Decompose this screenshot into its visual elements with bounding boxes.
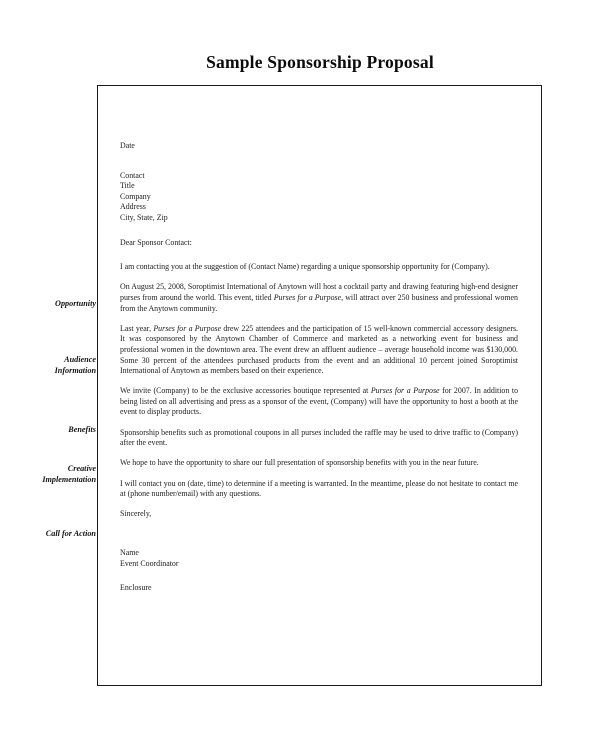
paragraph-opportunity — [120, 282, 518, 314]
recipient-title: Title — [120, 181, 135, 191]
margin-label-creative-line1: Creative — [67, 464, 96, 473]
recipient-city-state-zip: City, State, Zip — [120, 212, 168, 222]
letter-salutation: Dear Sponsor Contact: — [120, 237, 192, 247]
margin-label-creative-line2: Implementation — [42, 474, 96, 484]
letter-closing: Sincerely, — [120, 509, 152, 519]
audience-text-part2: drew 225 attendees and the participation of 15 well-known commercial accessory designers. It was cosponsored by the Anytown Chamber of Commerce and marketed as a networking event for business and professional women in the downtown area. The event drew an affluent audience – average household income was $130,000. Some 30 percent of the attendees purchased products from the event and an additional 10 percent joined Soroptimist International of Anytown as members based on their experience. — [120, 323, 518, 376]
opportunity-text-part2: , will attract over 250 business and professional women from the Anytown community. — [120, 292, 518, 313]
benefits-text-part1: We invite (Company) to be the exclusive accessories boutique represented at — [120, 386, 371, 396]
spacer-after-date — [120, 152, 518, 171]
paragraph-intro: I am contacting you at the suggestion of (Contact Name) regarding a unique sponsorship opportunity for (Company). — [120, 262, 490, 272]
signature-role: Event Coordinator — [120, 558, 179, 568]
letter-enclosure: Enclosure — [120, 583, 152, 593]
opportunity-text-part1: On August 25, 2008, Soroptimist International of Anytown will host a cocktail party and drawing featuring high-end designer purses from around the world. This event, titled — [120, 282, 518, 302]
page-title: Sample Sponsorship Proposal — [206, 52, 434, 72]
paragraph-creative-implementation: Sponsorship benefits such as promotional coupons in all purses included the raffle may be used to drive traffic to (Company) after the event. — [120, 427, 518, 448]
margin-label-audience-information — [8, 355, 96, 376]
margin-label-call-for-action: Call for Action — [45, 529, 96, 538]
paragraph-audience-information — [120, 324, 518, 377]
margin-label-creative-implementation — [8, 464, 96, 485]
audience-text-part1: Last year, — [120, 323, 154, 333]
recipient-contact: Contact — [120, 170, 145, 180]
margin-label-opportunity: Opportunity — [55, 299, 96, 308]
spacer-after-address — [120, 224, 518, 238]
benefits-text-part2: for 2007. In addition to being listed on all advertising and press as a sponsor of the event, (Company) will have the opportunity to host a booth at the event to display products. — [120, 386, 519, 417]
event-name-italic: Purses for a Purpose — [370, 386, 440, 396]
margin-label-audience-line1: Audience — [64, 355, 96, 364]
paragraph-call-for-action: I will contact you on (date, time) to determine if a meeting is warranted. In the meantime, please do not hesitate to contact me at (phone number/email) with any questions. — [120, 478, 518, 499]
margin-label-audience-line2: Information — [54, 365, 96, 375]
event-name-italic: Purses for a Purpose — [273, 292, 342, 302]
letter-page-border — [97, 85, 542, 686]
margin-label-benefits: Benefits — [68, 425, 96, 434]
signature-space — [120, 520, 518, 548]
paragraph-hope: We hope to have the opportunity to share our full presentation of sponsorship benefits with you in the near future. — [120, 458, 479, 468]
letter-body — [120, 141, 518, 594]
spacer-before-enclosure — [120, 569, 518, 583]
event-name-italic: Purses for a Purpose — [153, 323, 222, 333]
recipient-company: Company — [120, 191, 151, 201]
signature-name: Name — [120, 548, 139, 557]
spacer-after-salutation — [120, 248, 518, 262]
paragraph-benefits — [120, 386, 518, 418]
recipient-address: Address — [120, 202, 146, 212]
letter-date: Date — [120, 141, 135, 150]
